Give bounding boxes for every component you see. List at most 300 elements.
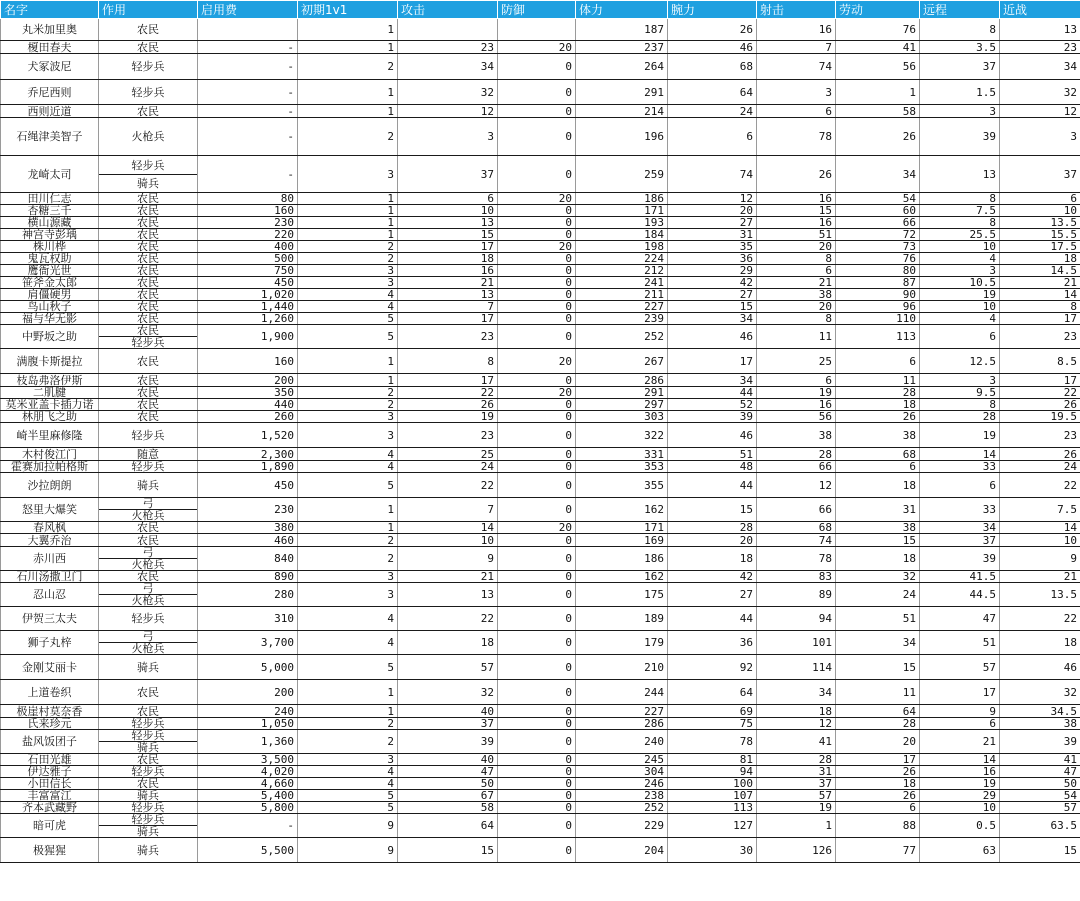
value-cell[interactable]: 8.5 [1000,349,1080,374]
role-cell[interactable] [99,325,198,349]
value-cell[interactable]: 1 [298,193,398,205]
value-cell[interactable]: 78 [757,118,836,156]
value-cell[interactable]: 304 [576,766,668,778]
name-cell[interactable]: 鬼瓦权助 [1,253,99,265]
value-cell[interactable]: 0 [498,547,576,571]
value-cell[interactable]: 23 [1000,423,1080,448]
value-cell[interactable]: 0 [498,766,576,778]
value-cell[interactable]: 1 [298,19,398,41]
value-cell[interactable]: 22 [1000,387,1080,399]
value-cell[interactable]: 6 [920,325,1000,349]
value-cell[interactable]: 28 [668,522,757,534]
value-cell[interactable]: 26 [836,411,920,423]
value-cell[interactable]: 6 [836,349,920,374]
value-cell[interactable]: 5 [298,802,398,814]
value-cell[interactable]: 18 [668,547,757,571]
value-cell[interactable]: 8 [1000,301,1080,313]
value-cell[interactable]: 500 [198,253,298,265]
value-cell[interactable]: 32 [1000,680,1080,705]
name-cell[interactable]: 赤川西 [1,547,99,571]
value-cell[interactable]: 1.5 [920,80,1000,105]
value-cell[interactable]: 5,000 [198,655,298,680]
value-cell[interactable]: 6 [757,265,836,277]
value-cell[interactable]: 7 [757,41,836,54]
value-cell[interactable]: 3 [920,265,1000,277]
value-cell[interactable]: 19.5 [1000,411,1080,423]
value-cell[interactable]: - [198,105,298,118]
value-cell[interactable]: 240 [198,705,298,718]
name-cell[interactable]: 极崖村莫奈香 [1,705,99,718]
value-cell[interactable]: 0 [498,583,576,607]
value-cell[interactable]: 4,660 [198,778,298,790]
value-cell[interactable]: 239 [576,313,668,325]
value-cell[interactable]: 60 [836,205,920,217]
value-cell[interactable]: 48 [668,461,757,473]
role-cell[interactable]: 农民 [99,289,198,301]
value-cell[interactable]: 57 [398,655,498,680]
value-cell[interactable]: 0 [498,655,576,680]
value-cell[interactable]: 19 [920,778,1000,790]
value-cell[interactable]: 8 [757,313,836,325]
value-cell[interactable]: 20 [836,730,920,754]
value-cell[interactable]: 3.5 [920,41,1000,54]
value-cell[interactable]: 10 [920,802,1000,814]
value-cell[interactable]: 126 [757,838,836,863]
value-cell[interactable]: 51 [920,631,1000,655]
value-cell[interactable]: 19 [920,289,1000,301]
value-cell[interactable]: 8 [398,349,498,374]
value-cell[interactable]: 83 [757,571,836,583]
value-cell[interactable]: 64 [668,680,757,705]
value-cell[interactable]: 74 [757,534,836,547]
value-cell[interactable]: 4 [298,448,398,461]
value-cell[interactable]: 100 [668,778,757,790]
role-cell[interactable]: 轻步兵 [99,766,198,778]
value-cell[interactable]: 303 [576,411,668,423]
value-cell[interactable]: 12 [668,193,757,205]
value-cell[interactable]: 89 [757,583,836,607]
value-cell[interactable]: 162 [576,571,668,583]
value-cell[interactable]: 94 [668,766,757,778]
value-cell[interactable]: 4 [298,631,398,655]
role-cell[interactable]: 农民 [99,349,198,374]
value-cell[interactable]: 52 [668,399,757,411]
value-cell[interactable]: 68 [757,522,836,534]
name-cell[interactable]: 株川桦 [1,241,99,253]
value-cell[interactable]: 41 [1000,754,1080,766]
value-cell[interactable]: 3 [298,156,398,193]
value-cell[interactable]: 2 [298,534,398,547]
value-cell[interactable]: 2 [298,547,398,571]
value-cell[interactable]: 18 [836,778,920,790]
value-cell[interactable]: 11 [757,325,836,349]
value-cell[interactable]: 17 [398,374,498,387]
value-cell[interactable]: 40 [398,705,498,718]
value-cell[interactable]: 5 [298,790,398,802]
value-cell[interactable]: 3 [298,583,398,607]
value-cell[interactable]: 20 [498,349,576,374]
value-cell[interactable]: 46 [668,41,757,54]
value-cell[interactable]: 26 [836,118,920,156]
value-cell[interactable]: 0 [498,80,576,105]
value-cell[interactable]: 8 [920,19,1000,41]
value-cell[interactable]: 66 [836,217,920,229]
value-cell[interactable]: 39 [1000,730,1080,754]
name-cell[interactable]: 乔尼西则 [1,80,99,105]
value-cell[interactable]: 0 [498,461,576,473]
value-cell[interactable]: 66 [757,461,836,473]
value-cell[interactable]: 6 [836,802,920,814]
role-cell[interactable]: 农民 [99,680,198,705]
name-cell[interactable]: 伊达雅子 [1,766,99,778]
value-cell[interactable]: 20 [498,522,576,534]
value-cell[interactable]: 0 [498,229,576,241]
name-cell[interactable]: 杏糖三千 [1,205,99,217]
value-cell[interactable]: 38 [1000,718,1080,730]
value-cell[interactable]: 101 [757,631,836,655]
value-cell[interactable]: 0 [498,118,576,156]
role-cell[interactable]: 轻步兵 [99,607,198,631]
value-cell[interactable]: 34 [668,374,757,387]
value-cell[interactable]: 26 [1000,399,1080,411]
role-cell[interactable]: 轻步兵 [99,54,198,80]
value-cell[interactable]: 30 [668,838,757,863]
value-cell[interactable]: 20 [498,387,576,399]
value-cell[interactable]: 184 [576,229,668,241]
value-cell[interactable] [398,19,498,41]
value-cell[interactable]: 58 [836,105,920,118]
column-header[interactable]: 射击 [757,1,836,19]
value-cell[interactable]: 1,260 [198,313,298,325]
value-cell[interactable]: 7.5 [920,205,1000,217]
value-cell[interactable]: 26 [836,766,920,778]
value-cell[interactable]: 44.5 [920,583,1000,607]
value-cell[interactable]: 7 [398,498,498,522]
value-cell[interactable]: 4 [920,253,1000,265]
name-cell[interactable]: 枝岛弗洛伊斯 [1,374,99,387]
value-cell[interactable]: 1 [298,80,398,105]
value-cell[interactable]: 1 [757,814,836,838]
value-cell[interactable]: 28 [757,754,836,766]
value-cell[interactable]: 26 [836,790,920,802]
value-cell[interactable]: 17 [836,754,920,766]
role-cell[interactable]: 农民 [99,534,198,547]
value-cell[interactable]: 189 [576,607,668,631]
name-cell[interactable]: 大翼乔治 [1,534,99,547]
value-cell[interactable]: 23 [398,41,498,54]
value-cell[interactable]: 69 [668,705,757,718]
value-cell[interactable]: 8 [920,217,1000,229]
value-cell[interactable]: 8 [757,253,836,265]
value-cell[interactable]: 2 [298,387,398,399]
value-cell[interactable]: 41 [757,730,836,754]
value-cell[interactable]: 0 [498,411,576,423]
value-cell[interactable]: 7.5 [1000,498,1080,522]
value-cell[interactable]: 1,890 [198,461,298,473]
value-cell[interactable]: 13.5 [1000,217,1080,229]
name-cell[interactable]: 神宫寺彭瑀 [1,229,99,241]
value-cell[interactable]: 171 [576,205,668,217]
value-cell[interactable]: 36 [668,631,757,655]
value-cell[interactable]: 1 [298,41,398,54]
value-cell[interactable]: 10 [920,241,1000,253]
value-cell[interactable]: 12 [757,473,836,498]
name-cell[interactable]: 中野坂之助 [1,325,99,349]
value-cell[interactable]: 13 [1000,19,1080,41]
value-cell[interactable]: 47 [398,766,498,778]
value-cell[interactable]: 46 [668,325,757,349]
value-cell[interactable]: 1,440 [198,301,298,313]
value-cell[interactable]: 1 [298,105,398,118]
value-cell[interactable]: 14 [920,448,1000,461]
name-cell[interactable]: 榎田春夫 [1,41,99,54]
value-cell[interactable]: 3,700 [198,631,298,655]
column-header[interactable]: 近战 [1000,1,1080,19]
role-cell[interactable]: 农民 [99,193,198,205]
value-cell[interactable]: 0 [498,534,576,547]
value-cell[interactable]: 113 [668,802,757,814]
role-cell[interactable]: 农民 [99,241,198,253]
value-cell[interactable]: 21 [920,730,1000,754]
value-cell[interactable]: 21 [398,277,498,289]
value-cell[interactable]: 32 [1000,80,1080,105]
value-cell[interactable]: 107 [668,790,757,802]
value-cell[interactable]: 42 [668,277,757,289]
name-cell[interactable]: 龙崎太司 [1,156,99,193]
value-cell[interactable]: 58 [398,802,498,814]
value-cell[interactable]: 34 [757,680,836,705]
value-cell[interactable]: 0 [498,838,576,863]
value-cell[interactable]: 26 [398,399,498,411]
value-cell[interactable]: 10 [920,301,1000,313]
value-cell[interactable]: 0 [498,325,576,349]
value-cell[interactable]: 80 [836,265,920,277]
name-cell[interactable]: 金刚艾丽卡 [1,655,99,680]
value-cell[interactable]: 1,020 [198,289,298,301]
role-cell[interactable]: 农民 [99,277,198,289]
value-cell[interactable]: 0 [498,105,576,118]
value-cell[interactable]: 4 [298,289,398,301]
value-cell[interactable]: 37 [1000,156,1080,193]
column-header[interactable]: 作用 [99,1,198,19]
name-cell[interactable]: 田川仁志 [1,193,99,205]
value-cell[interactable]: - [198,41,298,54]
value-cell[interactable]: 26 [1000,448,1080,461]
value-cell[interactable]: 1 [298,498,398,522]
value-cell[interactable]: 2 [298,54,398,80]
value-cell[interactable]: 57 [1000,802,1080,814]
value-cell[interactable]: 355 [576,473,668,498]
role-cell[interactable]: 轻步兵 [99,423,198,448]
value-cell[interactable]: 0 [498,399,576,411]
role-cell[interactable] [99,730,198,754]
role-cell[interactable] [99,583,198,607]
role-cell[interactable]: 农民 [99,399,198,411]
name-cell[interactable]: 鸟山秋子 [1,301,99,313]
value-cell[interactable]: - [198,80,298,105]
value-cell[interactable]: 27 [668,289,757,301]
value-cell[interactable]: 450 [198,473,298,498]
value-cell[interactable]: 18 [836,547,920,571]
role-cell[interactable]: 农民 [99,229,198,241]
value-cell[interactable]: 34 [668,313,757,325]
value-cell[interactable]: 0 [498,217,576,229]
value-cell[interactable]: 4 [298,301,398,313]
value-cell[interactable]: 9 [298,814,398,838]
value-cell[interactable]: 4 [298,607,398,631]
value-cell[interactable]: 44 [668,387,757,399]
value-cell[interactable]: 0 [498,205,576,217]
value-cell[interactable]: 224 [576,253,668,265]
value-cell[interactable]: 34 [836,631,920,655]
column-header[interactable]: 腕力 [668,1,757,19]
name-cell[interactable]: 二肌腱 [1,387,99,399]
role-cell[interactable]: 农民 [99,705,198,718]
value-cell[interactable]: 28 [757,448,836,461]
name-cell[interactable]: 丰富富江 [1,790,99,802]
column-header[interactable]: 防御 [498,1,576,19]
value-cell[interactable]: 3 [757,80,836,105]
value-cell[interactable]: 34 [398,54,498,80]
value-cell[interactable]: 22 [1000,607,1080,631]
role-cell[interactable]: 农民 [99,205,198,217]
value-cell[interactable]: 16 [757,19,836,41]
value-cell[interactable]: 0 [498,498,576,522]
value-cell[interactable]: 25.5 [920,229,1000,241]
value-cell[interactable]: 14 [398,522,498,534]
value-cell[interactable]: 3,500 [198,754,298,766]
value-cell[interactable]: 32 [398,680,498,705]
value-cell[interactable]: 78 [668,730,757,754]
value-cell[interactable]: 4 [298,766,398,778]
value-cell[interactable]: 5,800 [198,802,298,814]
value-cell[interactable]: 0 [498,631,576,655]
value-cell[interactable]: 73 [836,241,920,253]
value-cell[interactable]: 3 [298,423,398,448]
role-cell[interactable]: 农民 [99,754,198,766]
value-cell[interactable]: 1 [298,374,398,387]
value-cell[interactable]: 31 [836,498,920,522]
value-cell[interactable]: 76 [836,253,920,265]
name-cell[interactable]: 崎半里麻修隆 [1,423,99,448]
value-cell[interactable]: 20 [498,193,576,205]
role-cell[interactable]: 骑兵 [99,790,198,802]
value-cell[interactable]: 26 [668,19,757,41]
value-cell[interactable]: 16 [757,193,836,205]
value-cell[interactable]: 6 [668,118,757,156]
value-cell[interactable]: 12 [1000,105,1080,118]
value-cell[interactable]: 160 [198,349,298,374]
value-cell[interactable]: 50 [1000,778,1080,790]
value-cell[interactable]: 63.5 [1000,814,1080,838]
value-cell[interactable]: 10 [398,534,498,547]
value-cell[interactable]: 15 [398,838,498,863]
value-cell[interactable]: 13 [398,289,498,301]
value-cell[interactable]: 204 [576,838,668,863]
value-cell[interactable]: 15.5 [1000,229,1080,241]
role-cell[interactable]: 农民 [99,387,198,399]
role-cell[interactable]: 骑兵 [99,838,198,863]
value-cell[interactable]: 57 [757,790,836,802]
value-cell[interactable]: 41.5 [920,571,1000,583]
value-cell[interactable]: 353 [576,461,668,473]
value-cell[interactable]: 1,360 [198,730,298,754]
value-cell[interactable]: 37 [920,534,1000,547]
value-cell[interactable]: 17.5 [1000,241,1080,253]
value-cell[interactable]: - [198,156,298,193]
value-cell[interactable]: 227 [576,301,668,313]
value-cell[interactable]: 12 [398,105,498,118]
value-cell[interactable]: 450 [198,277,298,289]
value-cell[interactable]: 1,520 [198,423,298,448]
value-cell[interactable]: 5 [298,325,398,349]
value-cell[interactable]: 286 [576,718,668,730]
value-cell[interactable]: 1 [298,217,398,229]
value-cell[interactable]: 0 [498,313,576,325]
value-cell[interactable]: 47 [1000,766,1080,778]
value-cell[interactable]: 39 [920,118,1000,156]
value-cell[interactable]: 21 [757,277,836,289]
value-cell[interactable]: 92 [668,655,757,680]
value-cell[interactable]: 39 [398,730,498,754]
value-cell[interactable]: 6 [836,461,920,473]
name-cell[interactable]: 满腹卡斯提拉 [1,349,99,374]
value-cell[interactable]: 230 [198,217,298,229]
role-cell[interactable]: 农民 [99,301,198,313]
value-cell[interactable]: 286 [576,374,668,387]
role-cell[interactable] [99,814,198,838]
value-cell[interactable]: 20 [757,301,836,313]
value-cell[interactable]: - [198,54,298,80]
value-cell[interactable]: 12.5 [920,349,1000,374]
value-cell[interactable]: 17 [398,241,498,253]
value-cell[interactable]: 186 [576,193,668,205]
value-cell[interactable]: 750 [198,265,298,277]
value-cell[interactable]: 28 [836,718,920,730]
value-cell[interactable]: 15 [1000,838,1080,863]
value-cell[interactable]: 840 [198,547,298,571]
value-cell[interactable]: 28 [836,387,920,399]
role-cell[interactable]: 农民 [99,105,198,118]
value-cell[interactable]: 1 [298,680,398,705]
value-cell[interactable]: 18 [398,253,498,265]
value-cell[interactable]: 67 [398,790,498,802]
role-cell[interactable]: 农民 [99,19,198,41]
value-cell[interactable]: 0 [498,301,576,313]
value-cell[interactable]: 44 [668,473,757,498]
value-cell[interactable]: 0 [498,571,576,583]
value-cell[interactable]: 18 [1000,253,1080,265]
value-cell[interactable]: 220 [198,229,298,241]
name-cell[interactable]: 小田信长 [1,778,99,790]
value-cell[interactable]: 18 [836,399,920,411]
value-cell[interactable]: 22 [398,473,498,498]
name-cell[interactable]: 忍山忍 [1,583,99,607]
value-cell[interactable]: 179 [576,631,668,655]
value-cell[interactable]: 14 [920,754,1000,766]
role-cell[interactable]: 农民 [99,571,198,583]
value-cell[interactable]: 44 [668,607,757,631]
value-cell[interactable]: 37 [398,718,498,730]
value-cell[interactable]: 1 [298,705,398,718]
value-cell[interactable]: 6 [398,193,498,205]
value-cell[interactable]: 20 [498,41,576,54]
value-cell[interactable]: 87 [836,277,920,289]
value-cell[interactable]: 0 [498,814,576,838]
value-cell[interactable]: 322 [576,423,668,448]
value-cell[interactable]: 37 [920,54,1000,80]
name-cell[interactable]: 林朋飞之助 [1,411,99,423]
